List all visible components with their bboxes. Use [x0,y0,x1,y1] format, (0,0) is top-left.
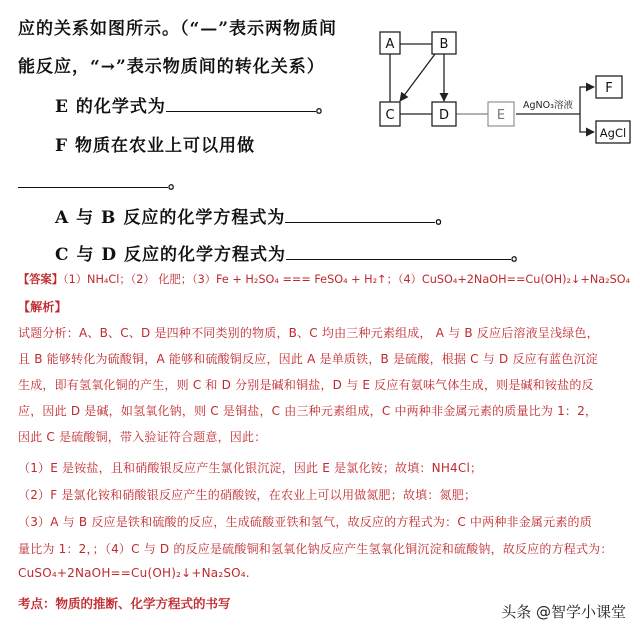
answer-blank-e[interactable] [166,95,316,112]
answer-line [18,271,630,287]
watermark [501,601,626,622]
question-cd [55,240,529,265]
node-e: E [496,108,506,123]
analysis-line-9: 量比为 1：2，；（4）C 与 D 的反应是硫酸铜和氢氧化钠反应产生氢氧化铜沉淀和硫酸钠，故反应的方程式为： [18,542,613,556]
node-agcl: AgCl [599,126,627,140]
analysis-line-6: （1）E 是铵盐，且和硝酸银反应产生氯化银沉淀，因此 E 是氯化铵；故填：NH4Cl； [18,461,483,475]
arrow-to-f [580,87,594,114]
question-f: F 物质在农业上可以用做 [55,136,255,156]
analysis-line-4: 应，因此 D 是碱，如氢氧化钠，则 C 是铜盐，C 由三种元素组成，C 中两种非金属元素的质量比为 1：2， [18,404,598,418]
node-b: B [439,37,449,52]
analysis-line-3: 生成，即有氢氧化铜的产生，则 C 和 D 分别是碱和铜盐，D 与 E 反应有氨味气体生成，则是碱和铵盐的反 [18,378,594,392]
arrow-to-agcl [580,114,594,132]
node-d: D [438,108,450,123]
analysis-line-8: （3）A 与 B 反应是铁和硫酸的反应，生成硫酸亚铁和氢气，故反应的方程式为：C 中两种非金属元素的质 [18,515,592,529]
question-line-1: 应的关系如图所示。（“—”表示两物质间 [18,19,338,39]
answer-tag: 【答案】 [18,273,64,286]
question-line-2: 能反应，“→”表示物质间的转化关系） [18,57,325,77]
analysis-line-1: 试题分析：A、B、C、D 是四种不同类别的物质，B、C 均由三种元素组成， A 与 B 反应后溶液呈浅绿色， [18,326,599,340]
question-cd-text: C 与 D 反应的化学方程式为 [55,245,287,265]
analysis-line-7: （2）F 是氯化铵和硝酸银反应产生的硝酸铵，在农业上可以用做氮肥；故填：氮肥； [18,488,477,502]
answer-blank-f[interactable] [18,171,168,188]
node-a: A [385,37,395,52]
question-ab-text: A 与 B 反应的化学方程式为 [55,208,286,228]
arrow-b-c [400,54,435,101]
answer-blank-ab[interactable] [285,206,435,223]
reagent-label: AgNO₃溶液 [523,100,573,111]
key-point: 考点：物质的推断、化学方程式的书写 [18,596,231,611]
answer-text: （1）NH₄Cl；（2） 化肥；（3）Fe + H₂SO₄ === FeSO₄ + H₂↑；（4）CuSO₄+2NaOH==Cu(OH)₂↓+Na₂SO₄ [63,273,631,286]
period: 。 [168,173,186,193]
analysis-line-2: 且 B 能够转化为硫酸铜，A 能够和硫酸铜反应，因此 A 是单质铁，B 是硫酸，根据 C 与 D 反应有蓝色沉淀 [18,352,598,366]
period: 。 [511,245,530,265]
question-ab [55,203,453,228]
relation-diagram [370,22,632,152]
question-e-text: E 的化学式为 [55,97,166,117]
node-c: C [385,108,395,123]
analysis-tag: 【解析】 [18,300,67,314]
answer-blank-cd[interactable] [286,243,511,260]
node-f: F [605,81,613,96]
question-f-blank-line [18,168,186,193]
period: 。 [315,97,334,117]
analysis-line-5: 因此 C 是硫酸铜，带入验证符合题意，因此： [18,430,267,444]
question-e [55,92,334,117]
period: 。 [435,208,454,228]
watermark-text: 头条 @智学小课堂 [501,603,626,621]
analysis-line-10: CuSO₄+2NaOH==Cu(OH)₂↓+Na₂SO₄. [18,566,250,580]
